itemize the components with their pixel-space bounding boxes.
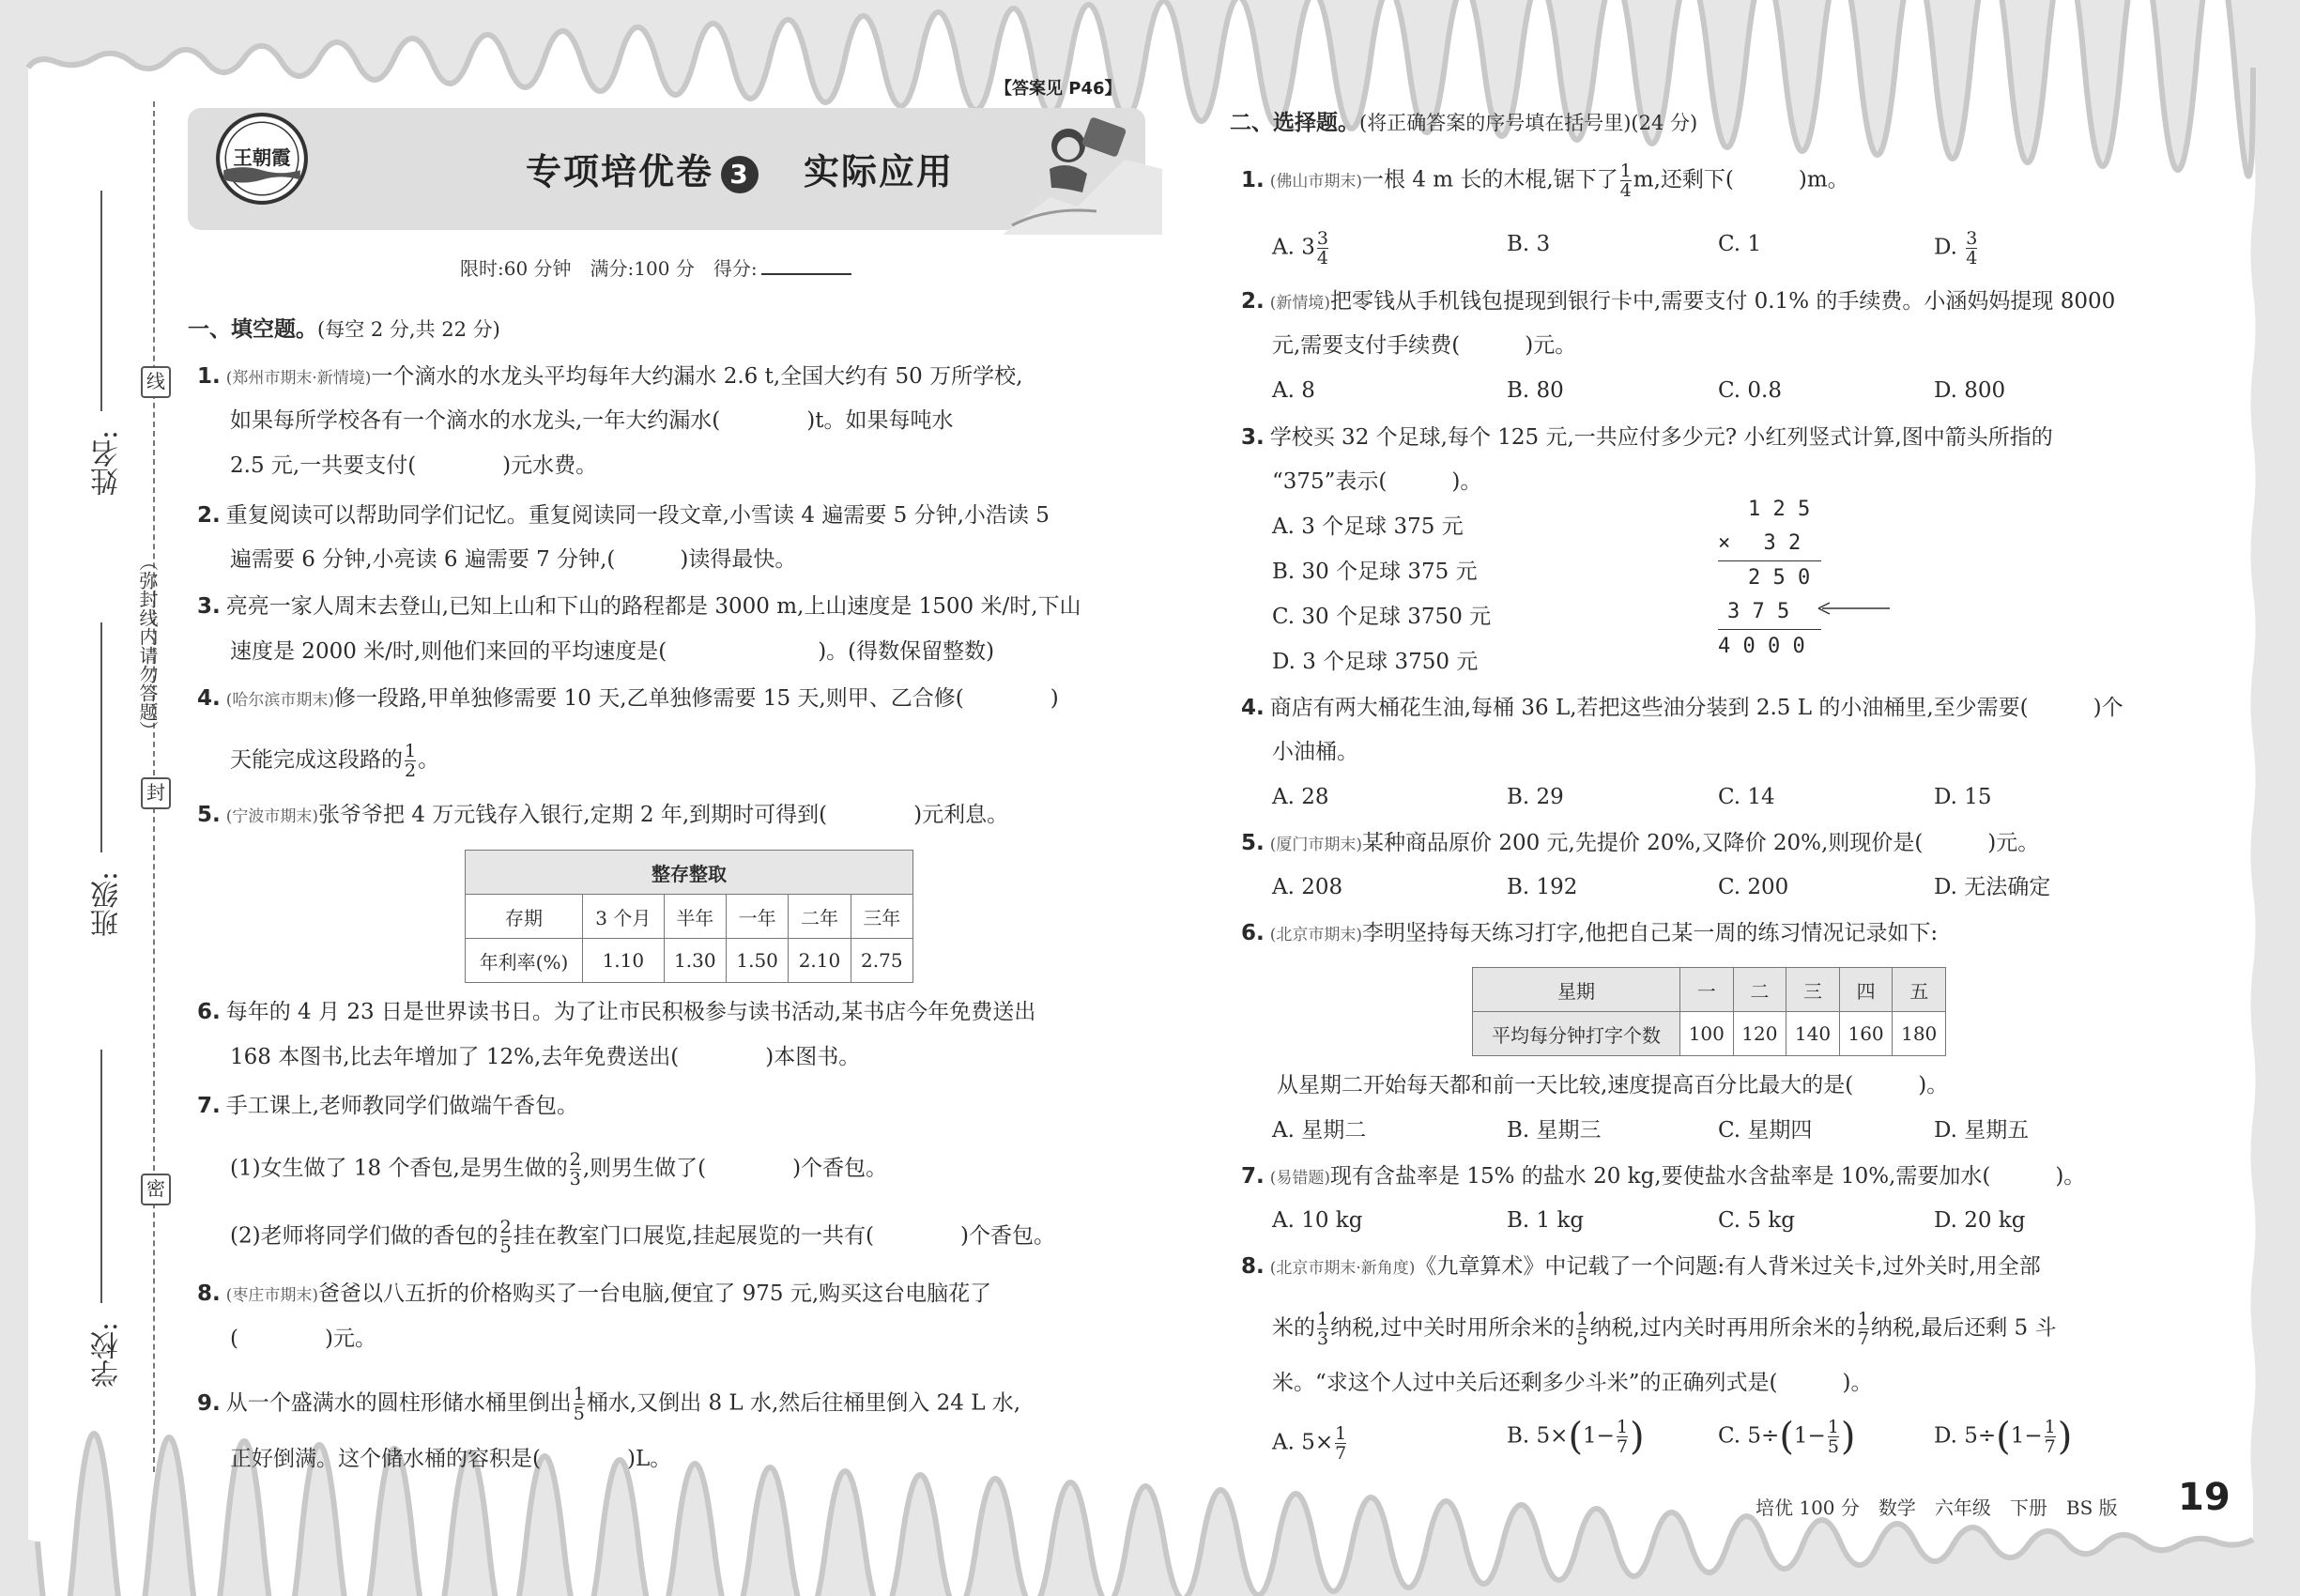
q7-part2 (230, 1218, 1055, 1256)
q6-number: 6. (197, 1000, 221, 1024)
c6-text1: 李明坚持每天练习打字,他把自己某一周的练习情况记录如下: (1362, 921, 1939, 945)
c5-tag: (厦门市期末) (1269, 836, 1363, 854)
c8-option-a[interactable]: A. 5× $\frac{1}{7}$ (1272, 1423, 1347, 1464)
c8-line3: 米。“求这个人过中关后还剩多少斗米”的正确列式是( )。 (1272, 1371, 1873, 1395)
c1-number: 1. (1241, 167, 1265, 192)
c3-option-c[interactable]: C. 30 个足球 3750 元 (1272, 605, 1492, 629)
title-number: 3 (721, 156, 759, 193)
table1-period: 三年 (851, 895, 912, 939)
q1-line2: 如果每所学校各有一个滴水的水龙头,一年大约漏水( )t。如果每吨水 (230, 408, 954, 433)
q9-text1a: 从一个盛满水的圆柱形储水桶里倒出 (225, 1390, 572, 1416)
c4-line2: 小油桶。 (1272, 740, 1358, 764)
vertical-calculation (1718, 493, 1821, 664)
table2-row2-head: 平均每分钟打字个数 (1473, 1012, 1680, 1056)
c4-option-d[interactable]: D. 15 (1934, 785, 1992, 809)
c2-option-b[interactable]: B. 80 (1507, 378, 1564, 403)
c7-option-a[interactable]: A. 10 kg (1272, 1208, 1363, 1233)
q3-number: 3. (197, 594, 221, 619)
interest-table-title: 整存整取 (466, 851, 913, 895)
c6-option-b[interactable]: B. 星期三 (1507, 1118, 1602, 1143)
q4-text2-end: 。 (418, 747, 440, 773)
table2-day: 三 (1786, 968, 1840, 1012)
table2-row1-head: 星期 (1473, 968, 1680, 1012)
q7a-text2: ,则男生做了( )个香包。 (582, 1156, 888, 1181)
table1-period: 3 个月 (583, 895, 665, 939)
table2-count: 120 (1733, 1012, 1786, 1056)
q7b-text2: 挂在教室门口展览,挂起展览的一共有( )个香包。 (513, 1223, 1055, 1249)
q7-line1 (197, 1091, 578, 1121)
q5-tag: (宁波市期末) (225, 807, 319, 826)
section1-note: (每空 2 分,共 22 分) (317, 318, 500, 341)
calc-row: × 3 2 (1718, 531, 1802, 555)
c6-option-a[interactable]: A. 星期二 (1272, 1118, 1367, 1143)
c5-option-d[interactable]: D. 无法确定 (1934, 875, 2051, 899)
calc-row: 1 2 5 (1748, 498, 1811, 521)
q7-text1: 手工课上,老师教同学们做端午香包。 (225, 1094, 579, 1118)
c5-number: 5. (1241, 831, 1265, 855)
c3-line1 (1241, 422, 2053, 453)
c6-line2: 从星期二开始每天都和前一天比较,速度提高百分比最大的是( )。 (1277, 1073, 1949, 1097)
page-title (526, 143, 954, 194)
section2-heading: 二、选择题。 (1230, 111, 1359, 135)
q1-tag: (郑州市期末·新情境) (225, 369, 372, 388)
q9-text1b: 桶水,又倒出 8 L 水,然后往桶里倒入 24 L 水, (586, 1390, 1021, 1416)
c1-line1 (1241, 161, 1849, 200)
class-label: 班级: (91, 871, 124, 938)
binding-strip (89, 101, 202, 1472)
fraction-2-3: $\frac{2}{3}$ (569, 1149, 581, 1189)
section2-note: (将正确答案的序号填在括号里)(24 分) (1359, 112, 1698, 134)
interest-table (465, 850, 913, 983)
table1-rate: 2.75 (851, 939, 912, 983)
title-topic: 实际应用 (804, 151, 955, 192)
class-field[interactable] (100, 622, 102, 852)
q2-line1 (197, 500, 1050, 530)
fraction-1-2: $\frac{1}{2}$ (405, 741, 417, 781)
c8-number: 8. (1241, 1254, 1265, 1279)
c8-option-b[interactable]: B. 5×(1− $\frac{1}{7}$ ) (1507, 1415, 1645, 1459)
c8-line2: 米的 $\frac{1}{3}$ 纳税,过中关时用所余米的 $\frac{1}{5}$ 纳税,过内关时再用所余米的 $\frac{1}{7}$ 纳税,最后还剩 5 斗 (1272, 1309, 2057, 1349)
name-label: 姓名: (91, 430, 124, 497)
c4-option-c[interactable]: C. 14 (1718, 785, 1775, 809)
line-mark: 线 (141, 366, 171, 398)
q3-text1: 亮亮一家人周末去登山,已知上山和下山的路程都是 3000 m,上山速度是 1500 米/时,下山 (225, 594, 1081, 619)
page-number: 19 (2178, 1476, 2231, 1519)
c2-line1 (1241, 286, 2115, 318)
table2-count: 140 (1786, 1012, 1840, 1056)
table2-day: 四 (1839, 968, 1893, 1012)
q1-text1: 一个滴水的水龙头平均每年大约漏水 2.6 t,全国大约有 50 万所学校, (371, 364, 1023, 389)
c2-number: 2. (1241, 289, 1265, 314)
section2-title (1230, 105, 1697, 136)
school-field[interactable] (100, 1050, 102, 1303)
c4-option-a[interactable]: A. 28 (1272, 785, 1329, 809)
q3-line2: 速度是 2000 米/时,则他们来回的平均速度是( )。(得数保留整数) (230, 639, 995, 664)
c7-option-b[interactable]: B. 1 kg (1507, 1208, 1585, 1233)
c1-option-c[interactable]: C. 1 (1718, 232, 1762, 256)
q9-line2: 正好倒满。这个储水桶的容积是( )L。 (230, 1447, 672, 1471)
q4-line1 (197, 683, 1059, 715)
c2-option-a[interactable]: A. 8 (1272, 378, 1315, 403)
c3-option-a[interactable]: A. 3 个足球 375 元 (1272, 514, 1464, 539)
q2-number: 2. (197, 503, 221, 528)
table2-day: 五 (1893, 968, 1946, 1012)
c3-number: 3. (1241, 425, 1265, 450)
q3-line1 (197, 591, 1081, 622)
q4-text2: 天能完成这段路的 (230, 747, 403, 773)
school-label: 学校: (91, 1322, 124, 1389)
q6-text1: 每年的 4 月 23 日是世界读书日。为了让市民积极参与读书活动,某书店今年免费送出 (225, 1000, 1036, 1024)
c7-tag: (易错题) (1269, 1169, 1331, 1188)
q4-number: 4. (197, 686, 221, 711)
c1-option-b[interactable]: B. 3 (1507, 232, 1551, 256)
c8-option-c[interactable]: C. 5÷(1− $\frac{1}{5}$ ) (1718, 1415, 1856, 1459)
c4-line1 (1241, 693, 2124, 723)
c6-option-d[interactable]: D. 星期五 (1934, 1118, 2030, 1143)
c5-text1: 某种商品原价 200 元,先提价 20%,又降价 20%,则现价是( )元。 (1362, 831, 2040, 855)
q7-number: 7. (197, 1094, 221, 1118)
score-field[interactable] (761, 273, 851, 275)
section1-title (188, 312, 500, 343)
table1-rate: 1.50 (726, 939, 788, 983)
q7-part1 (230, 1150, 887, 1189)
table2-day: 一 (1680, 968, 1734, 1012)
mascot-illustration (993, 94, 1162, 235)
logo-text: 王朝霞 (233, 146, 291, 170)
c3-line2: “375”表示( )。 (1272, 469, 1482, 494)
answer-reference: 【答案见 P46】 (995, 79, 1122, 99)
q9-number: 9. (197, 1390, 221, 1416)
typing-table (1472, 967, 1946, 1056)
fraction-2-5: $\frac{2}{5}$ (499, 1217, 512, 1257)
table1-rate: 1.10 (583, 939, 665, 983)
q1-line3: 2.5 元,一共要支付( )元水费。 (230, 453, 598, 478)
c1-text-b: m,还剩下( )m。 (1633, 167, 1849, 192)
table1-rate: 1.30 (664, 939, 726, 983)
c7-option-c[interactable]: C. 5 kg (1718, 1208, 1796, 1233)
meta-text: 限时:60 分钟 满分:100 分 得分: (460, 257, 758, 280)
table1-period: 二年 (789, 895, 851, 939)
q9-line1 (197, 1385, 1020, 1423)
c2-option-c[interactable]: C. 0.8 (1718, 378, 1782, 403)
fraction-1-5: $\frac{1}{5}$ (573, 1384, 585, 1424)
c1-option-a[interactable]: A. 3 $\frac{3}{4}$ (1272, 228, 1328, 269)
c7-text1: 现有含盐率是 15% 的盐水 20 kg,要使盐水含盐率是 10%,需要加水( )。 (1330, 1164, 2086, 1189)
q5-number: 5. (197, 803, 221, 827)
title-prefix: 专项培优卷 (526, 151, 714, 192)
c7-option-d[interactable]: D. 20 kg (1934, 1208, 2026, 1233)
c3-option-b[interactable]: B. 30 个足球 375 元 (1272, 560, 1478, 584)
q7b-text1: (2)老师将同学们做的香包的 (230, 1223, 498, 1249)
q8-line1 (197, 1279, 991, 1311)
c2-option-d[interactable]: D. 800 (1934, 378, 2006, 403)
name-field[interactable] (100, 191, 102, 411)
binding-note: （弥封线内请勿答题） (136, 552, 159, 740)
q7a-text1: (1)女生做了 18 个香包,是男生做的 (230, 1156, 568, 1181)
c2-tag: (新情境) (1269, 294, 1331, 313)
c7-number: 7. (1241, 1164, 1265, 1189)
c5-line1 (1241, 828, 2039, 860)
q8-text1: 爸爸以八五折的价格购买了一台电脑,便宜了 975 元,购买这台电脑花了 (318, 1281, 992, 1306)
q8-number: 8. (197, 1281, 221, 1306)
q1-number: 1. (197, 364, 221, 389)
fraction-1-4: $\frac{1}{4}$ (1619, 161, 1632, 201)
table1-rate: 2.10 (789, 939, 851, 983)
c6-number: 6. (1241, 921, 1265, 945)
secret-mark: 密 (141, 1174, 171, 1205)
c3-text1: 学校买 32 个足球,每个 125 元,一共应付多少元? 小红列竖式计算,图中箭头所指的 (1269, 425, 2053, 450)
footer-info: 培优 100 分 数学 六年级 下册 BS 版 (1756, 1496, 2118, 1519)
c6-option-c[interactable]: C. 星期四 (1718, 1118, 1813, 1143)
table2-count: 100 (1680, 1012, 1734, 1056)
c1-text-a: 一根 4 m 长的木棍,锯下了 (1362, 167, 1618, 192)
arrow-left-icon (1817, 599, 1892, 618)
c2-text1: 把零钱从手机钱包提现到银行卡中,需要支付 0.1% 的手续费。小涵妈妈提现 8000 (1330, 289, 2116, 314)
q1-line1 (197, 361, 1022, 393)
q8-tag: (枣庄市期末) (225, 1286, 319, 1305)
calc-row: 2 5 0 (1748, 566, 1811, 590)
c4-number: 4. (1241, 696, 1265, 720)
table1-row1-head: 存期 (466, 895, 583, 939)
table2-count: 180 (1893, 1012, 1946, 1056)
q5-line1 (197, 800, 1008, 832)
c3-option-d[interactable]: D. 3 个足球 3750 元 (1272, 650, 1479, 674)
q8-line2: ( )元。 (230, 1327, 376, 1351)
seal-mark: 封 (141, 777, 171, 809)
c7-line1 (1241, 1161, 2085, 1193)
table1-period: 半年 (664, 895, 726, 939)
c5-option-b[interactable]: B. 192 (1507, 875, 1578, 899)
publisher-logo (214, 111, 310, 207)
table1-period: 一年 (726, 895, 788, 939)
c4-text1: 商店有两大桶花生油,每桶 36 L,若把这些油分装到 2.5 L 的小油桶里,至少需要( )个 (1269, 696, 2124, 720)
q2-line2: 遍需要 6 分钟,小亮读 6 遍需要 7 分钟,( )读得最快。 (230, 547, 797, 572)
c1-tag: (佛山市期末) (1269, 172, 1363, 192)
c8-tag: (北京市期末·新角度) (1269, 1259, 1416, 1278)
q2-text1: 重复阅读可以帮助同学们记忆。重复阅读同一段文章,小雪读 4 遍需要 5 分钟,小浩读 5 (225, 503, 1050, 528)
q6-line2: 168 本图书,比去年增加了 12%,去年免费送出( )本图书。 (230, 1045, 861, 1069)
c8-text1: 《九章算术》中记载了一个问题:有人背米过关卡,过外关时,用全部 (1415, 1254, 2041, 1279)
calc-row-arrow-target: 3 7 5 (1727, 600, 1790, 623)
table2-day: 二 (1733, 968, 1786, 1012)
c4-option-b[interactable]: B. 29 (1507, 785, 1564, 809)
c5-option-c[interactable]: C. 200 (1718, 875, 1789, 899)
c1-option-d[interactable]: D. $\frac{3}{4}$ (1934, 228, 1978, 269)
table2-count: 160 (1839, 1012, 1893, 1056)
section1-heading: 一、填空题。 (188, 317, 317, 342)
q6-line1 (197, 997, 1035, 1027)
q5-text1: 张爷爷把 4 万元钱存入银行,定期 2 年,到期时可得到( )元利息。 (318, 803, 1009, 827)
q4-line2 (230, 742, 439, 780)
exam-meta (460, 253, 851, 281)
table1-row2-head: 年利率(%) (466, 939, 583, 983)
q4-tag: (哈尔滨市期末) (225, 691, 335, 710)
c5-option-a[interactable]: A. 208 (1272, 875, 1343, 899)
c6-tag: (北京市期末) (1269, 926, 1363, 944)
c8-line1 (1241, 1251, 2041, 1283)
c8-option-d[interactable]: D. 5÷(1− $\frac{1}{7}$ ) (1934, 1415, 2073, 1459)
c2-line2: 元,需要支付手续费( )元。 (1272, 333, 1577, 358)
q4-text1: 修一段路,甲单独修需要 10 天,乙单独修需要 15 天,则甲、乙合修( ) (334, 686, 1059, 711)
c6-line1 (1241, 918, 1938, 950)
calc-row: 4 0 0 0 (1718, 635, 1805, 658)
